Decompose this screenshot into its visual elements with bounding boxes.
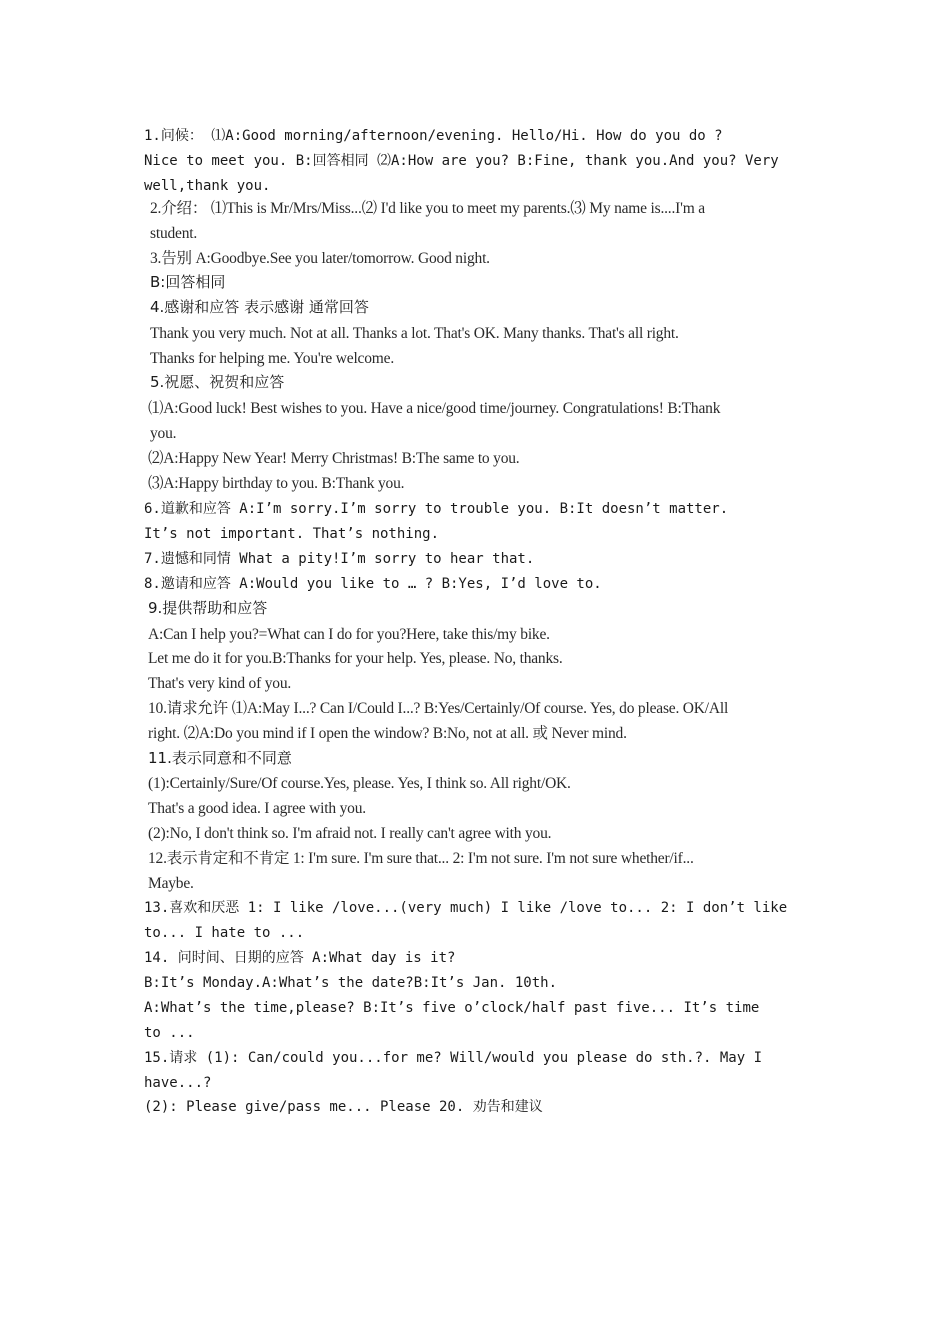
line-33: to... I hate to ... xyxy=(144,925,305,941)
line-6: 3.告别 A:Goodbye.See you later/tomorrow. Good night. xyxy=(150,250,490,267)
line-13: you. xyxy=(150,425,177,442)
line-7: B:回答相同 xyxy=(150,273,226,291)
section-heading-4: 4.感谢和应答 表示感谢 通常回答 xyxy=(150,298,369,316)
line-10: Thanks for helping me. You're welcome. xyxy=(150,350,395,367)
section-heading-9: 9.提供帮助和应答 xyxy=(148,599,268,617)
line-14: ⑵A:Happy New Year! Merry Christmas! B:The same to you. xyxy=(148,450,520,467)
line-32: 13.喜欢和厌恶 1: I like /love...(very much) I like /love to... 2: I don’t like xyxy=(144,900,788,916)
line-4: 2.介绍： ⑴This is Mr/Mrs/Miss...⑵ I'd like you to meet my parents.⑶ My name is....I'm a xyxy=(150,200,705,217)
section-heading-5: 5.祝愿、祝贺和应答 xyxy=(150,373,285,391)
line-37: to ... xyxy=(144,1025,195,1041)
line-25: right. ⑵A:Do you mind if I open the window? B:No, not at all. 或 Never mind. xyxy=(148,725,627,742)
line-9: Thank you very much. Not at all. Thanks a lot. That's OK. Many thanks. That's all right. xyxy=(150,325,679,342)
line-28: That's a good idea. I agree with you. xyxy=(148,800,366,817)
line-17: It’s not important. That’s nothing. xyxy=(144,526,440,542)
line-34: 14. 问时间、日期的应答 A:What day is it? xyxy=(144,950,456,966)
line-19: 8.邀请和应答 A:Would you like to … ? B:Yes, I’d love to. xyxy=(144,576,602,592)
line-21: A:Can I help you?=What can I do for you?Here, take this/my bike. xyxy=(148,626,550,643)
line-24: 10.请求允许 ⑴A:May I...? Can I/Could I...? B:Yes/Certainly/Of course. Yes, do please. OK/All xyxy=(148,700,729,717)
line-40: (2): Please give/pass me... Please 20. 劝告和建议 xyxy=(144,1099,543,1115)
line-22: Let me do it for you.B:Thanks for your help. Yes, please. No, thanks. xyxy=(148,650,563,667)
line-39: have...? xyxy=(144,1075,212,1091)
line-2: Nice to meet you. B:回答相同 ⑵A:How are you? B:Fine, thank you.And you? Very xyxy=(144,153,779,169)
line-18: 7.遗憾和同情 What a pity!I’m sorry to hear that. xyxy=(144,551,535,567)
section-heading-11: 11.表示同意和不同意 xyxy=(148,749,292,767)
line-31: Maybe. xyxy=(148,875,194,892)
line-38: 15.请求 (1): Can/could you...for me? Will/would you please do sth.?. May I xyxy=(144,1050,763,1066)
line-16: 6.道歉和应答 A:I’m sorry.I’m sorry to trouble you. B:It doesn’t matter. xyxy=(144,501,729,517)
line-30: 12.表示肯定和不肯定 1: I'm sure. I'm sure that... 2: I'm not sure. I'm not sure whether/if... xyxy=(148,850,694,867)
line-1: 1.问候： ⑴A:Good morning/afternoon/evening. Hello/Hi. How do you do ? xyxy=(144,128,723,144)
line-29: (2):No, I don't think so. I'm afraid not. I really can't agree with you. xyxy=(148,825,552,842)
line-12: ⑴A:Good luck! Best wishes to you. Have a nice/good time/journey. Congratulations! B:Thank xyxy=(148,400,721,417)
line-35: B:It’s Monday.A:What’s the date?B:It’s Jan. 10th. xyxy=(144,975,558,991)
line-23: That's very kind of you. xyxy=(148,675,292,692)
line-27: (1):Certainly/Sure/Of course.Yes, please. Yes, I think so. All right/OK. xyxy=(148,775,571,792)
line-3: well,thank you. xyxy=(144,178,271,194)
line-5: student. xyxy=(150,225,198,242)
line-15: ⑶A:Happy birthday to you. B:Thank you. xyxy=(148,475,405,492)
line-36: A:What’s the time,please? B:It’s five o’clock/half past five... It’s time xyxy=(144,1000,760,1016)
